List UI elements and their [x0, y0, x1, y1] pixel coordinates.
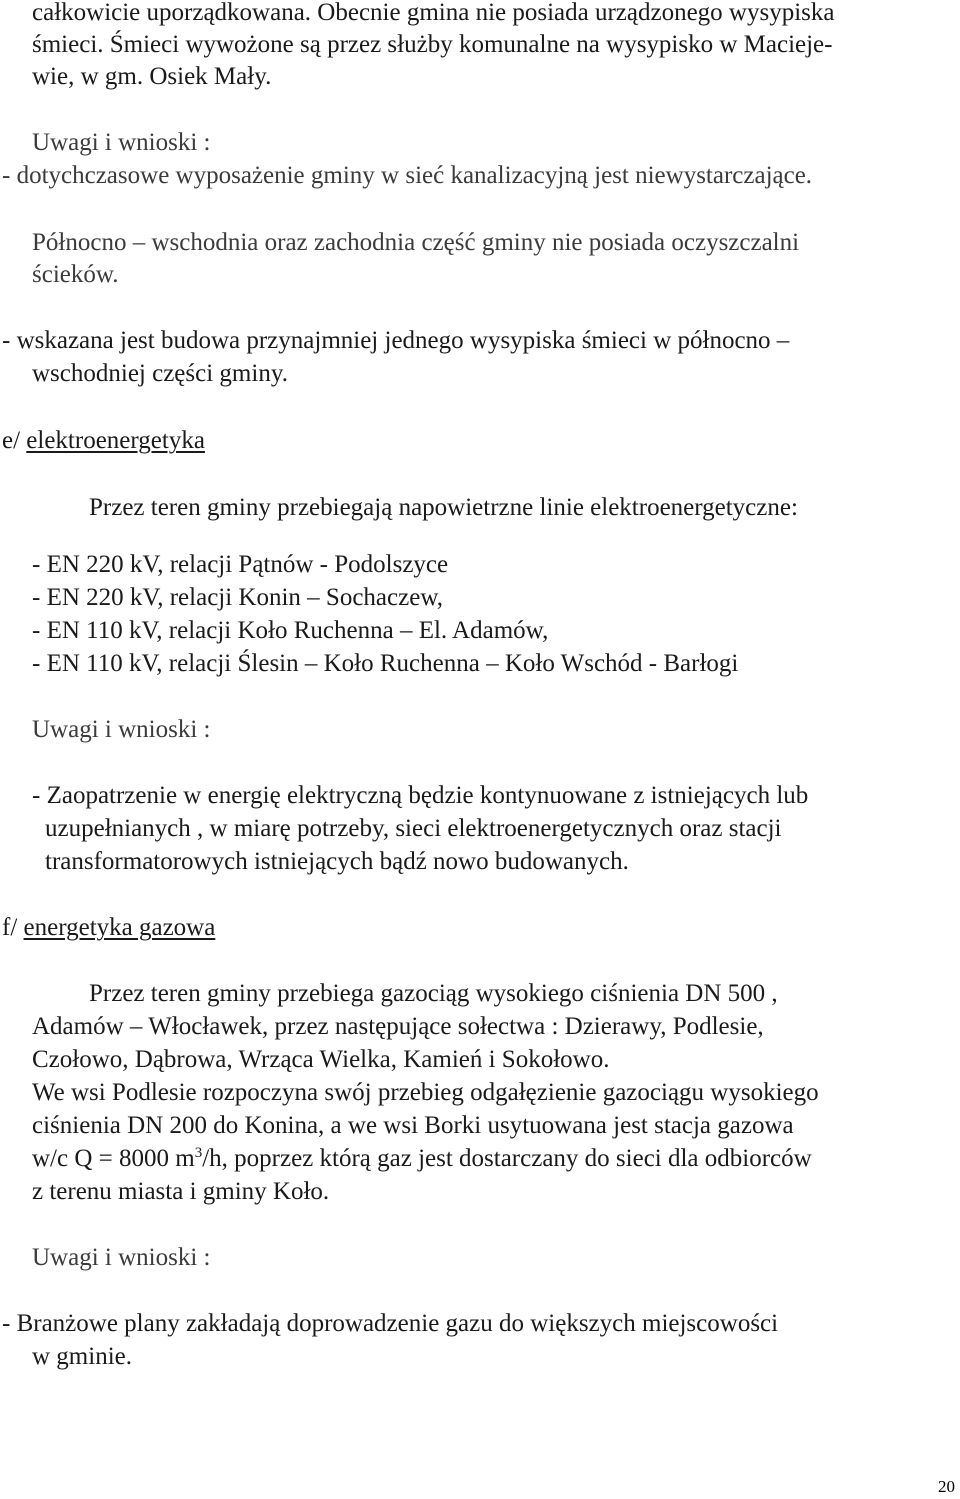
section-f-prefix: f/ [2, 914, 24, 941]
section-e-remark-line-3: transformatorowych istniejących bądź nowo budowanych. [45, 848, 629, 875]
section-e-heading [2, 425, 205, 457]
section-f-line-5: ciśnienia DN 200 do Konina, a we wsi Borki usytuowana jest stacja gazowa [32, 1112, 794, 1139]
section-e-remark-line-1: - Zaopatrzenie w energię elektryczną będzie kontynuowane z istniejących lub [32, 782, 809, 809]
remarks-1-item-3-line-1: - wskazana jest budowa przynajmniej jednego wysypiska śmieci w północno – [2, 327, 790, 354]
remarks-1-item-2-line-1: Północno – wschodnia oraz zachodnia część gminy nie posiada oczyszczalni [32, 229, 800, 256]
section-e-title: elektroenergetyka [26, 427, 205, 454]
section-e-prefix: e/ [2, 427, 27, 454]
section-f-line-3: Czołowo, Dąbrowa, Wrząca Wielka, Kamień i Sokołowo. [32, 1046, 610, 1073]
section-f-heading [2, 912, 215, 944]
section-e-remark-line-2: uzupełnianych , w miarę potrzeby, sieci elektroenergetycznych oraz stacji [45, 815, 782, 842]
section-f-line-6-b: /h, poprzez którą gaz jest dostarczany do sieci dla odbiorców [202, 1145, 812, 1172]
section-f-line-7: z terenu miasta i gminy Koło. [32, 1178, 330, 1205]
section-f-remarks-heading: Uwagi i wnioski : [32, 1244, 211, 1271]
page-number: 20 [938, 1477, 955, 1496]
section-f-line-6-a: w/c Q = 8000 m [32, 1145, 195, 1172]
section-f-title: energetyka gazowa [23, 914, 216, 941]
section-e-intro: Przez teren gminy przebiegają napowietrzne linie elektroenergetyczne: [89, 494, 798, 521]
superscript-3: 3 [194, 1145, 203, 1161]
section-f-remark-line-1: - Branżowe plany zakładają doprowadzenie gazu do większych miejscowości [2, 1310, 779, 1337]
section-f-line-4: We wsi Podlesie rozpoczyna swój przebieg odgałęzienie gazociągu wysokiego [32, 1079, 819, 1106]
remarks-1-item-3-line-2: wschodniej części gminy. [32, 360, 288, 387]
power-line-4: - EN 110 kV, relacji Ślesin – Koło Ruchenna – Koło Wschód - Barłogi [32, 650, 739, 677]
section-e-remarks-heading: Uwagi i wnioski : [32, 716, 211, 743]
section-f-remark-line-2: w gminie. [32, 1343, 132, 1370]
section-f-line-6 [32, 1143, 812, 1178]
intro-line-3: wie, w gm. Osiek Mały. [32, 63, 272, 90]
section-f-line-1: Przez teren gminy przebiega gazociąg wysokiego ciśnienia DN 500 , [89, 980, 778, 1007]
remarks-heading-1: Uwagi i wnioski : [32, 129, 211, 156]
power-line-1: - EN 220 kV, relacji Pątnów - Podolszyce [32, 551, 449, 578]
remarks-1-item-2-line-2: ścieków. [32, 261, 119, 288]
intro-line-1: całkowicie uporządkowana. Obecnie gmina nie posiada urządzonego wysypiska [32, 0, 835, 26]
power-line-2: - EN 220 kV, relacji Konin – Sochaczew, [32, 584, 443, 611]
power-line-3: - EN 110 kV, relacji Koło Ruchenna – El. Adamów, [32, 617, 549, 644]
remarks-1-item-1: - dotychczasowe wyposażenie gminy w sieć kanalizacyjną jest niewystarczające. [2, 162, 813, 189]
section-f-line-2: Adamów – Włocławek, przez następujące sołectwa : Dzierawy, Podlesie, [32, 1013, 764, 1040]
intro-line-2: śmieci. Śmieci wywożone są przez służby komunalne na wysypisko w Macieje- [32, 31, 833, 58]
